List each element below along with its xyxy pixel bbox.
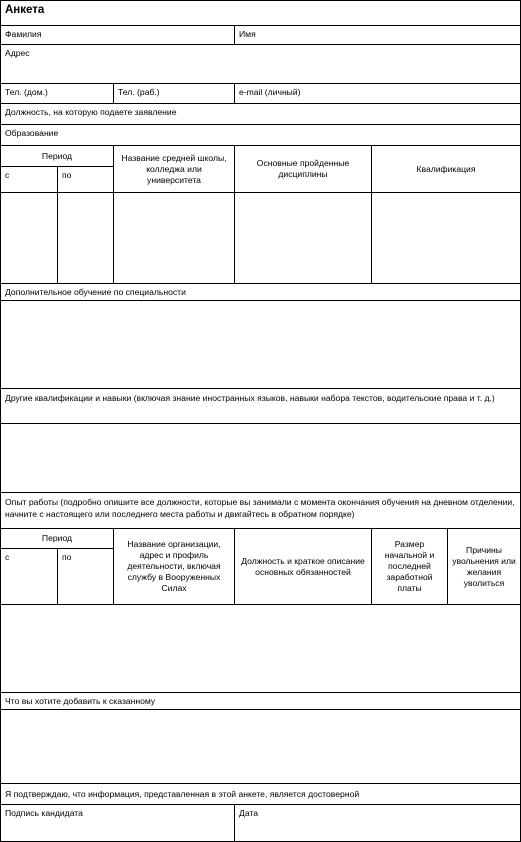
other-skills-label: Другие квалификации и навыки (включая знание иностранных языков, навыки набора текстов, водительские права и т. д.) — [1, 389, 520, 424]
education-from-label: с — [5, 170, 10, 180]
confirm-row — [1, 784, 520, 805]
position-label: Должность, на которую подаете заявление — [5, 107, 177, 117]
education-period-label: Период — [41, 150, 73, 161]
education-body — [1, 193, 520, 284]
position-field[interactable] — [1, 104, 520, 125]
education-period-header — [1, 146, 113, 192]
experience-header — [1, 529, 520, 605]
signature-field[interactable] — [1, 805, 234, 841]
additional-training-field[interactable] — [1, 284, 520, 389]
experience-duties-label: Должность и краткое описание основных обязанностей — [241, 555, 365, 577]
education-qualification-label: Квалификация — [416, 163, 476, 174]
phone-home-field[interactable] — [1, 84, 113, 103]
add-more-label: Что вы хотите добавить к сказанному — [1, 693, 520, 710]
education-school-header — [113, 146, 234, 192]
education-title-row — [1, 125, 520, 146]
experience-duties-header — [234, 529, 371, 604]
experience-salary-label: Размер начальной и последней заработной платы — [384, 539, 435, 593]
surname-label: Фамилия — [5, 29, 42, 39]
form-title: Анкета — [5, 4, 45, 16]
education-school-cell[interactable] — [113, 193, 234, 283]
experience-reasons-header — [447, 529, 520, 604]
experience-to-label: по — [57, 549, 113, 604]
education-disciplines-label: Основные пройденные дисциплины — [256, 158, 350, 179]
email-field[interactable] — [234, 84, 520, 103]
education-to-label: по — [57, 167, 113, 192]
education-title: Образование — [5, 128, 59, 138]
form-title-row — [1, 1, 520, 26]
education-school-label: Название средней школы, колледжа или университета — [121, 152, 227, 185]
experience-organization-label: Название организации, адрес и профиль деятельности, включая службу в Вооруженных Силах — [127, 539, 221, 593]
experience-from-label: с — [5, 552, 10, 562]
experience-reasons-label: Причины увольнения или желания уволиться — [452, 544, 516, 588]
education-to-cell[interactable] — [57, 193, 113, 283]
other-skills-field[interactable] — [1, 389, 520, 493]
experience-period-label: Период — [41, 533, 73, 543]
address-label: Адрес — [5, 48, 30, 58]
education-disciplines-cell[interactable] — [234, 193, 371, 283]
education-header — [1, 146, 520, 193]
date-field[interactable] — [234, 805, 520, 841]
education-qualification-header — [371, 146, 520, 192]
phone-work-label: Тел. (раб.) — [118, 87, 160, 97]
experience-title-row — [1, 493, 520, 529]
add-more-field[interactable] — [1, 693, 520, 784]
experience-period-header — [1, 529, 113, 604]
name-row — [1, 26, 520, 45]
education-from-cell[interactable] — [1, 193, 57, 283]
surname-field[interactable] — [1, 26, 234, 44]
signature-label: Подпись кандидата — [5, 808, 83, 818]
education-disciplines-header — [234, 146, 371, 192]
phone-work-field[interactable] — [113, 84, 234, 103]
experience-body[interactable] — [1, 605, 520, 693]
confirm-text: Я подтверждаю, что информация, представленная в этой анкете, является достоверной — [5, 789, 360, 799]
education-qualification-cell[interactable] — [371, 193, 520, 283]
contacts-row — [1, 84, 520, 104]
experience-title: Опыт работы (подробно опишите все должности, которые вы занимали с момента окончания обучения на дневном отделении, начните с настоящего или последнего места работы и двигайтесь в обратном порядке) — [5, 497, 515, 519]
experience-organization-header — [113, 529, 234, 604]
name-label: Имя — [239, 29, 256, 39]
experience-salary-header — [371, 529, 447, 604]
date-label: Дата — [239, 808, 259, 818]
address-field[interactable] — [1, 45, 520, 84]
phone-home-label: Тел. (дом.) — [5, 87, 48, 97]
email-label: e-mail (личный) — [239, 87, 301, 97]
additional-training-label: Дополнительное обучение по специальности — [1, 284, 520, 301]
signature-row — [1, 805, 520, 841]
name-field[interactable] — [234, 26, 520, 44]
